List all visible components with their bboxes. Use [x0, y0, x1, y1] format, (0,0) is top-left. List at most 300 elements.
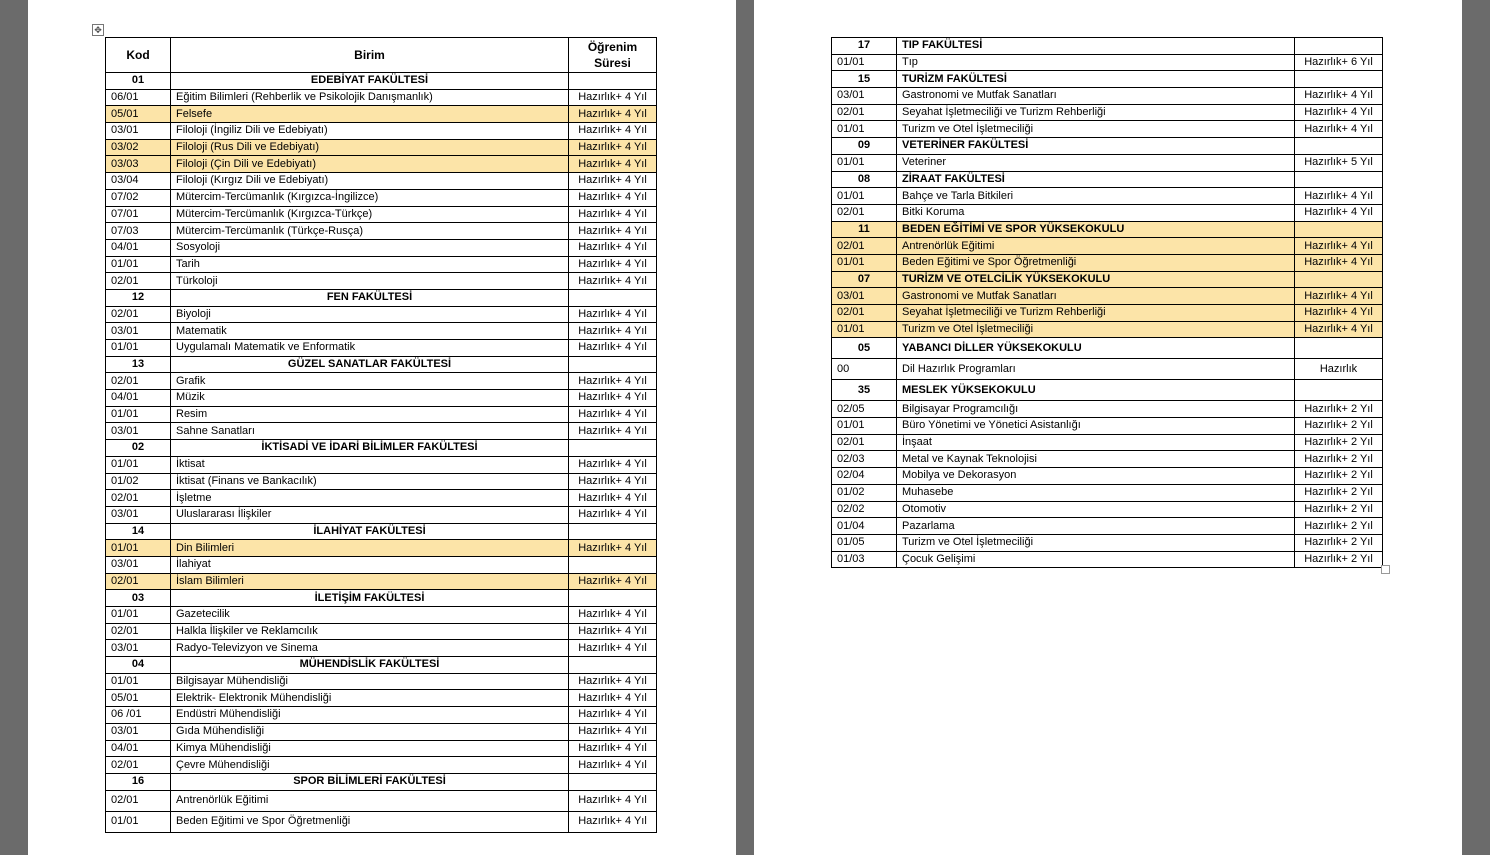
code-cell: 03/01 — [106, 123, 171, 140]
program-row — [832, 204, 1383, 221]
duration-cell: Hazırlık+ 4 Yıl — [569, 173, 657, 190]
duration-cell: Hazırlık+ 4 Yıl — [569, 456, 657, 473]
code-cell: 04/01 — [106, 390, 171, 407]
code-cell: 06 /01 — [106, 707, 171, 724]
code-cell: 09 — [832, 138, 897, 155]
code-cell: 01/01 — [832, 121, 897, 138]
program-row — [106, 623, 657, 640]
duration-cell: Hazırlık+ 2 Yıl — [1295, 501, 1383, 518]
code-cell: 01/03 — [832, 551, 897, 568]
duration-cell: Hazırlık+ 6 Yıl — [1295, 54, 1383, 71]
code-cell: 02/01 — [106, 757, 171, 774]
code-cell: 02/02 — [832, 501, 897, 518]
program-name-cell: Otomotiv — [897, 501, 1295, 518]
duration-cell: Hazırlık+ 4 Yıl — [1295, 305, 1383, 322]
program-name-cell: Çevre Mühendisliği — [171, 757, 569, 774]
program-row — [832, 104, 1383, 121]
program-row — [106, 206, 657, 223]
faculty-name-cell: YABANCI DİLLER YÜKSEKOKULU — [897, 338, 1295, 359]
program-row — [832, 188, 1383, 205]
duration-cell: Hazırlık+ 2 Yıl — [1295, 418, 1383, 435]
faculty-row — [832, 38, 1383, 55]
duration-cell — [569, 590, 657, 607]
code-cell: 00 — [832, 359, 897, 380]
code-cell: 02/01 — [832, 238, 897, 255]
program-name-cell: Elektrik- Elektronik Mühendisliği — [171, 690, 569, 707]
code-cell: 11 — [832, 221, 897, 238]
program-row — [832, 468, 1383, 485]
duration-cell — [569, 556, 657, 573]
code-cell: 01/01 — [832, 321, 897, 338]
column-header-kod: Kod — [106, 38, 171, 73]
code-cell: 08 — [832, 171, 897, 188]
program-name-cell: Uluslararası İlişkiler — [171, 506, 569, 523]
program-name-cell: Uygulamalı Matematik ve Enformatik — [171, 340, 569, 357]
code-cell: 01/05 — [832, 534, 897, 551]
program-name-cell: Bitki Koruma — [897, 204, 1295, 221]
code-cell: 03/01 — [106, 323, 171, 340]
duration-cell: Hazırlık+ 4 Yıl — [569, 723, 657, 740]
code-cell: 02/01 — [106, 623, 171, 640]
program-row — [106, 473, 657, 490]
duration-cell: Hazırlık+ 4 Yıl — [569, 607, 657, 624]
code-cell: 01/01 — [832, 54, 897, 71]
duration-cell: Hazırlık+ 4 Yıl — [569, 623, 657, 640]
program-row — [832, 534, 1383, 551]
code-cell: 12 — [106, 289, 171, 306]
faculty-row — [832, 138, 1383, 155]
duration-cell — [569, 440, 657, 457]
program-row — [106, 223, 657, 240]
duration-cell: Hazırlık+ 4 Yıl — [569, 690, 657, 707]
program-row — [106, 423, 657, 440]
column-header-sure-line2: Süresi — [594, 56, 631, 70]
program-name-cell: Tarih — [171, 256, 569, 273]
program-row — [832, 418, 1383, 435]
code-cell: 02/03 — [832, 451, 897, 468]
faculty-name-cell: ZİRAAT FAKÜLTESİ — [897, 171, 1295, 188]
faculty-name-cell: MÜHENDİSLİK FAKÜLTESİ — [171, 657, 569, 674]
program-name-cell: Pazarlama — [897, 518, 1295, 535]
duration-cell: Hazırlık+ 4 Yıl — [569, 189, 657, 206]
program-row — [832, 551, 1383, 568]
program-name-cell: Turizm ve Otel İşletmeciliği — [897, 121, 1295, 138]
program-name-cell: Mobilya ve Dekorasyon — [897, 468, 1295, 485]
program-name-cell: Veteriner — [897, 154, 1295, 171]
code-cell: 07 — [832, 271, 897, 288]
duration-cell — [569, 356, 657, 373]
code-cell: 01/02 — [832, 484, 897, 501]
code-cell: 16 — [106, 773, 171, 790]
duration-cell: Hazırlık+ 4 Yıl — [1295, 104, 1383, 121]
duration-cell: Hazırlık+ 4 Yıl — [569, 123, 657, 140]
program-row — [106, 707, 657, 724]
program-name-cell: Grafik — [171, 373, 569, 390]
faculty-row — [106, 773, 657, 790]
duration-cell — [569, 657, 657, 674]
faculty-name-cell: TURİZM VE OTELCİLİK YÜKSEKOKULU — [897, 271, 1295, 288]
duration-cell: Hazırlık+ 4 Yıl — [569, 156, 657, 173]
program-name-cell: Antrenörlük Eğitimi — [171, 790, 569, 811]
program-name-cell: Gıda Mühendisliği — [171, 723, 569, 740]
code-cell: 03/04 — [106, 173, 171, 190]
code-cell: 04 — [106, 657, 171, 674]
program-row — [832, 254, 1383, 271]
program-name-cell: Eğitim Bilimleri (Rehberlik ve Psikolojik Danışmanlık) — [171, 89, 569, 106]
code-cell: 06/01 — [106, 89, 171, 106]
faculty-name-cell: TURİZM FAKÜLTESİ — [897, 71, 1295, 88]
duration-cell: Hazırlık+ 4 Yıl — [569, 707, 657, 724]
duration-cell: Hazırlık+ 2 Yıl — [1295, 401, 1383, 418]
code-cell: 17 — [832, 38, 897, 55]
code-cell: 02/01 — [832, 434, 897, 451]
program-name-cell: İlahiyat — [171, 556, 569, 573]
duration-cell: Hazırlık+ 4 Yıl — [569, 757, 657, 774]
program-name-cell: Türkoloji — [171, 273, 569, 290]
column-header-ogrenim-suresi — [569, 38, 657, 73]
program-name-cell: Gastronomi ve Mutfak Sanatları — [897, 288, 1295, 305]
code-cell: 01/01 — [106, 540, 171, 557]
duration-cell — [1295, 171, 1383, 188]
faculty-name-cell: VETERİNER FAKÜLTESİ — [897, 138, 1295, 155]
program-name-cell: Kimya Mühendisliği — [171, 740, 569, 757]
duration-cell: Hazırlık+ 4 Yıl — [569, 206, 657, 223]
code-cell: 03/03 — [106, 156, 171, 173]
code-cell: 13 — [106, 356, 171, 373]
duration-cell: Hazırlık+ 5 Yıl — [1295, 154, 1383, 171]
program-name-cell: Mütercim-Tercümanlık (Kırgızca-Türkçe) — [171, 206, 569, 223]
code-cell: 35 — [832, 380, 897, 401]
code-cell: 03/02 — [106, 139, 171, 156]
program-row — [106, 490, 657, 507]
code-cell: 01/01 — [106, 811, 171, 832]
code-cell: 03/01 — [106, 556, 171, 573]
program-name-cell: Bilgisayar Programcılığı — [897, 401, 1295, 418]
faculty-row — [832, 71, 1383, 88]
duration-cell: Hazırlık+ 4 Yıl — [569, 239, 657, 256]
code-cell: 01/01 — [106, 256, 171, 273]
program-row — [106, 323, 657, 340]
duration-cell: Hazırlık+ 4 Yıl — [1295, 321, 1383, 338]
program-name-cell: Büro Yönetimi ve Yönetici Asistanlığı — [897, 418, 1295, 435]
duration-cell: Hazırlık+ 4 Yıl — [569, 256, 657, 273]
duration-cell — [1295, 380, 1383, 401]
column-header-sure-line1: Öğrenim — [587, 40, 638, 54]
program-name-cell: Turizm ve Otel İşletmeciliği — [897, 321, 1295, 338]
duration-cell: Hazırlık+ 2 Yıl — [1295, 484, 1383, 501]
code-cell: 05/01 — [106, 106, 171, 123]
program-row — [106, 106, 657, 123]
faculty-row — [106, 356, 657, 373]
program-row — [106, 506, 657, 523]
program-name-cell: Tıp — [897, 54, 1295, 71]
duration-cell: Hazırlık+ 4 Yıl — [569, 340, 657, 357]
duration-cell — [569, 289, 657, 306]
code-cell: 03/01 — [106, 640, 171, 657]
program-name-cell: Müzik — [171, 390, 569, 407]
table-move-handle-icon[interactable]: ✥ — [92, 24, 104, 36]
code-cell: 01 — [106, 73, 171, 90]
program-row — [106, 123, 657, 140]
duration-cell — [569, 73, 657, 90]
duration-cell — [569, 523, 657, 540]
program-name-cell: Seyahat İşletmeciliği ve Turizm Rehberliği — [897, 305, 1295, 322]
program-row — [106, 373, 657, 390]
code-cell: 03/01 — [832, 288, 897, 305]
programs-table-left — [105, 37, 657, 833]
program-row — [832, 518, 1383, 535]
column-header-birim: Birim — [171, 38, 569, 73]
duration-cell — [1295, 138, 1383, 155]
duration-cell: Hazırlık+ 4 Yıl — [1295, 288, 1383, 305]
program-row — [106, 690, 657, 707]
code-cell: 05/01 — [106, 690, 171, 707]
program-row — [106, 640, 657, 657]
duration-cell: Hazırlık+ 4 Yıl — [569, 223, 657, 240]
faculty-row — [832, 221, 1383, 238]
duration-cell: Hazırlık+ 4 Yıl — [1295, 238, 1383, 255]
program-name-cell: Sahne Sanatları — [171, 423, 569, 440]
program-row — [832, 321, 1383, 338]
duration-cell: Hazırlık+ 4 Yıl — [569, 106, 657, 123]
program-name-cell: Turizm ve Otel İşletmeciliği — [897, 534, 1295, 551]
program-name-cell: İşletme — [171, 490, 569, 507]
duration-cell: Hazırlık+ 4 Yıl — [1295, 121, 1383, 138]
duration-cell — [1295, 338, 1383, 359]
duration-cell: Hazırlık+ 2 Yıl — [1295, 551, 1383, 568]
program-row — [832, 305, 1383, 322]
duration-cell: Hazırlık+ 4 Yıl — [569, 423, 657, 440]
program-row — [832, 451, 1383, 468]
code-cell: 03/01 — [106, 423, 171, 440]
faculty-row — [106, 73, 657, 90]
program-row — [106, 757, 657, 774]
program-name-cell: İnşaat — [897, 434, 1295, 451]
program-name-cell: Mütercim-Tercümanlık (Türkçe-Rusça) — [171, 223, 569, 240]
duration-cell: Hazırlık+ 2 Yıl — [1295, 451, 1383, 468]
program-row — [106, 811, 657, 832]
duration-cell: Hazırlık+ 4 Yıl — [569, 89, 657, 106]
code-cell: 01/01 — [832, 188, 897, 205]
table-resize-handle-icon[interactable] — [1381, 565, 1390, 574]
faculty-name-cell: İLAHİYAT FAKÜLTESİ — [171, 523, 569, 540]
duration-cell: Hazırlık+ 4 Yıl — [569, 323, 657, 340]
duration-cell: Hazırlık+ 4 Yıl — [569, 390, 657, 407]
code-cell: 01/01 — [106, 607, 171, 624]
code-cell: 07/02 — [106, 189, 171, 206]
program-name-cell: Muhasebe — [897, 484, 1295, 501]
program-row — [106, 390, 657, 407]
code-cell: 02/01 — [106, 790, 171, 811]
duration-cell: Hazırlık+ 4 Yıl — [1295, 254, 1383, 271]
code-cell: 02/01 — [106, 573, 171, 590]
program-row — [106, 740, 657, 757]
program-name-cell: Matematik — [171, 323, 569, 340]
program-row — [106, 723, 657, 740]
duration-cell: Hazırlık+ 4 Yıl — [569, 406, 657, 423]
code-cell: 01/04 — [832, 518, 897, 535]
duration-cell: Hazırlık+ 4 Yıl — [569, 139, 657, 156]
faculty-row — [106, 590, 657, 607]
program-name-cell: Metal ve Kaynak Teknolojisi — [897, 451, 1295, 468]
program-name-cell: Biyoloji — [171, 306, 569, 323]
duration-cell: Hazırlık+ 4 Yıl — [1295, 188, 1383, 205]
program-name-cell: Bilgisayar Mühendisliği — [171, 673, 569, 690]
faculty-name-cell: İLETİŞİM FAKÜLTESİ — [171, 590, 569, 607]
duration-cell: Hazırlık+ 2 Yıl — [1295, 534, 1383, 551]
program-name-cell: Endüstri Mühendisliği — [171, 707, 569, 724]
duration-cell: Hazırlık+ 2 Yıl — [1295, 518, 1383, 535]
duration-cell: Hazırlık+ 4 Yıl — [569, 373, 657, 390]
duration-cell: Hazırlık+ 4 Yıl — [569, 273, 657, 290]
faculty-name-cell: FEN FAKÜLTESİ — [171, 289, 569, 306]
program-name-cell: Halkla İlişkiler ve Reklamcılık — [171, 623, 569, 640]
program-row — [106, 239, 657, 256]
duration-cell: Hazırlık+ 4 Yıl — [569, 473, 657, 490]
program-row — [106, 607, 657, 624]
program-row — [106, 573, 657, 590]
code-cell: 02/04 — [832, 468, 897, 485]
code-cell: 02/05 — [832, 401, 897, 418]
code-cell: 01/02 — [106, 473, 171, 490]
code-cell: 14 — [106, 523, 171, 540]
code-cell: 01/01 — [106, 406, 171, 423]
program-row — [106, 189, 657, 206]
duration-cell: Hazırlık+ 4 Yıl — [1295, 88, 1383, 105]
program-row — [832, 238, 1383, 255]
program-row — [832, 359, 1383, 380]
faculty-name-cell: SPOR BİLİMLERİ FAKÜLTESİ — [171, 773, 569, 790]
program-name-cell: İktisat (Finans ve Bankacılık) — [171, 473, 569, 490]
program-row — [106, 673, 657, 690]
program-row — [832, 154, 1383, 171]
duration-cell: Hazırlık+ 4 Yıl — [569, 306, 657, 323]
program-row — [106, 456, 657, 473]
program-name-cell: Filoloji (Kırgız Dili ve Edebiyatı) — [171, 173, 569, 190]
program-name-cell: Filoloji (Çin Dili ve Edebiyatı) — [171, 156, 569, 173]
code-cell: 03/01 — [832, 88, 897, 105]
program-name-cell: Mütercim-Tercümanlık (Kırgızca-İngilizce) — [171, 189, 569, 206]
program-row — [832, 484, 1383, 501]
program-row — [106, 89, 657, 106]
program-name-cell: Beden Eğitimi ve Spor Öğretmenliği — [897, 254, 1295, 271]
code-cell: 01/01 — [832, 254, 897, 271]
faculty-name-cell: GÜZEL SANATLAR FAKÜLTESİ — [171, 356, 569, 373]
program-row — [106, 156, 657, 173]
faculty-row — [832, 338, 1383, 359]
program-name-cell: Bahçe ve Tarla Bitkileri — [897, 188, 1295, 205]
code-cell: 02 — [106, 440, 171, 457]
code-cell: 01/01 — [106, 340, 171, 357]
program-row — [106, 139, 657, 156]
program-name-cell: Filoloji (Rus Dili ve Edebiyatı) — [171, 139, 569, 156]
duration-cell — [1295, 38, 1383, 55]
program-name-cell: Radyo-Televizyon ve Sinema — [171, 640, 569, 657]
program-row — [832, 401, 1383, 418]
code-cell: 04/01 — [106, 239, 171, 256]
duration-cell — [569, 773, 657, 790]
faculty-row — [832, 171, 1383, 188]
program-row — [832, 288, 1383, 305]
faculty-name-cell: TIP FAKÜLTESİ — [897, 38, 1295, 55]
code-cell: 02/01 — [106, 373, 171, 390]
code-cell: 15 — [832, 71, 897, 88]
program-name-cell: Din Bilimleri — [171, 540, 569, 557]
duration-cell: Hazırlık+ 4 Yıl — [569, 740, 657, 757]
program-name-cell: İslam Bilimleri — [171, 573, 569, 590]
code-cell: 05 — [832, 338, 897, 359]
faculty-name-cell: EDEBİYAT FAKÜLTESİ — [171, 73, 569, 90]
duration-cell: Hazırlık+ 4 Yıl — [569, 673, 657, 690]
duration-cell: Hazırlık+ 4 Yıl — [569, 506, 657, 523]
program-row — [832, 54, 1383, 71]
duration-cell: Hazırlık+ 4 Yıl — [569, 640, 657, 657]
faculty-row — [832, 271, 1383, 288]
code-cell: 03 — [106, 590, 171, 607]
duration-cell: Hazırlık+ 4 Yıl — [569, 540, 657, 557]
programs-table-right — [831, 37, 1383, 568]
program-name-cell: Gazetecilik — [171, 607, 569, 624]
duration-cell: Hazırlık+ 2 Yıl — [1295, 468, 1383, 485]
code-cell: 02/01 — [106, 490, 171, 507]
program-row — [106, 790, 657, 811]
duration-cell: Hazırlık+ 4 Yıl — [569, 490, 657, 507]
program-row — [106, 540, 657, 557]
faculty-row — [106, 440, 657, 457]
program-row — [106, 306, 657, 323]
code-cell: 02/01 — [106, 273, 171, 290]
faculty-name-cell: BEDEN EĞİTİMİ VE SPOR YÜKSEKOKULU — [897, 221, 1295, 238]
code-cell: 02/01 — [832, 204, 897, 221]
program-name-cell: Seyahat İşletmeciliği ve Turizm Rehberliği — [897, 104, 1295, 121]
duration-cell — [1295, 271, 1383, 288]
faculty-row — [106, 523, 657, 540]
program-row — [106, 273, 657, 290]
program-row — [106, 340, 657, 357]
duration-cell — [1295, 71, 1383, 88]
code-cell: 04/01 — [106, 740, 171, 757]
program-name-cell: Antrenörlük Eğitimi — [897, 238, 1295, 255]
faculty-row — [106, 289, 657, 306]
program-row — [106, 173, 657, 190]
program-name-cell: Felsefe — [171, 106, 569, 123]
code-cell: 07/03 — [106, 223, 171, 240]
program-name-cell: Dil Hazırlık Programları — [897, 359, 1295, 380]
program-name-cell: İktisat — [171, 456, 569, 473]
program-name-cell: Sosyoloji — [171, 239, 569, 256]
duration-cell: Hazırlık+ 2 Yıl — [1295, 434, 1383, 451]
duration-cell: Hazırlık+ 4 Yıl — [569, 573, 657, 590]
code-cell: 02/01 — [106, 306, 171, 323]
code-cell: 03/01 — [106, 723, 171, 740]
duration-cell — [1295, 221, 1383, 238]
program-name-cell: Resim — [171, 406, 569, 423]
duration-cell: Hazırlık+ 4 Yıl — [569, 811, 657, 832]
code-cell: 02/01 — [832, 104, 897, 121]
program-row — [106, 556, 657, 573]
program-row — [832, 501, 1383, 518]
program-name-cell: Filoloji (İngiliz Dili ve Edebiyatı) — [171, 123, 569, 140]
program-name-cell: Beden Eğitimi ve Spor Öğretmenliği — [171, 811, 569, 832]
code-cell: 01/01 — [832, 154, 897, 171]
duration-cell: Hazırlık — [1295, 359, 1383, 380]
program-row — [832, 434, 1383, 451]
code-cell: 01/01 — [832, 418, 897, 435]
program-name-cell: Çocuk Gelişimi — [897, 551, 1295, 568]
code-cell: 02/01 — [832, 305, 897, 322]
faculty-name-cell: İKTİSADİ VE İDARİ BİLİMLER FAKÜLTESİ — [171, 440, 569, 457]
program-row — [106, 406, 657, 423]
